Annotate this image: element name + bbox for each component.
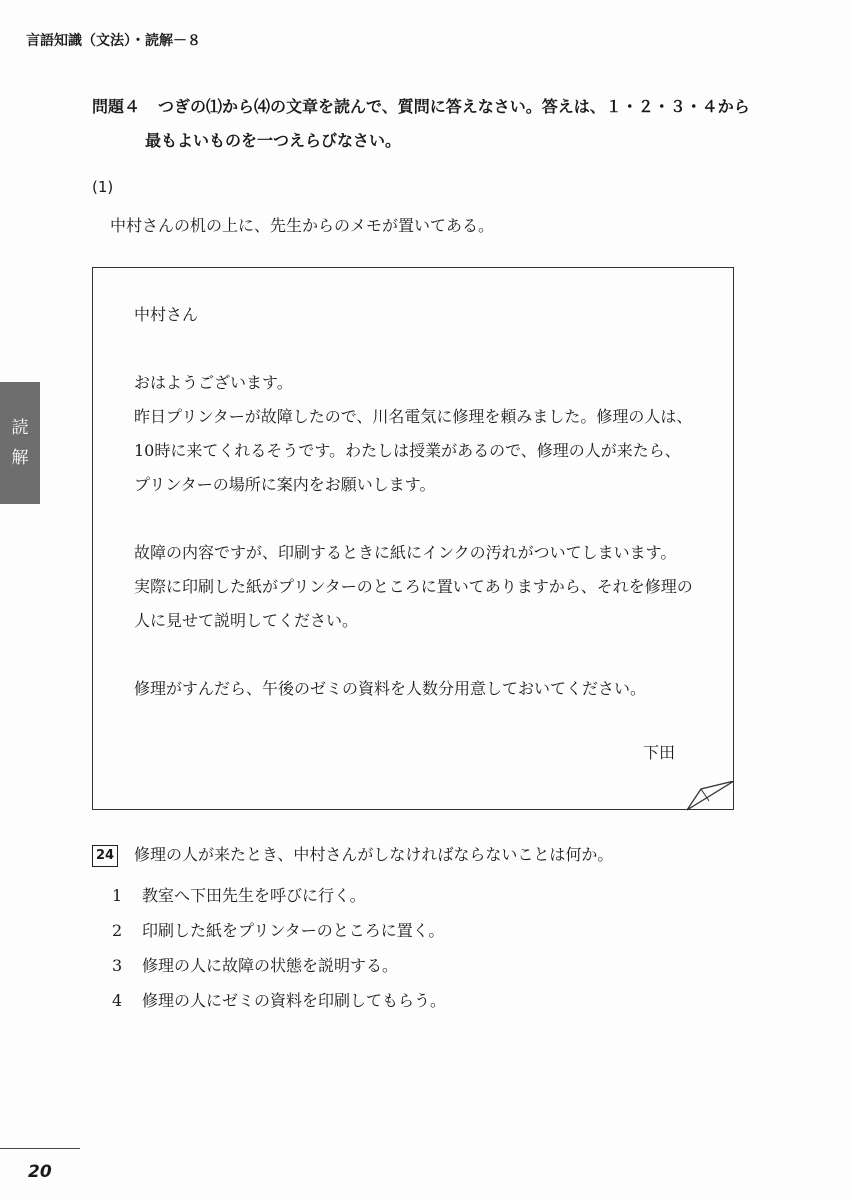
option-number: 2 xyxy=(112,921,123,940)
instruction-line: 最もよいものを一つえらびなさい。 xyxy=(145,131,402,150)
question-text: 修理の人が来たとき、中村さんがしなければならないことは何か。 xyxy=(134,845,614,864)
passage-number: (1) xyxy=(92,178,114,196)
page-header: 言語知識（文法）・読解－８ xyxy=(26,33,201,49)
answer-option[interactable] xyxy=(112,948,446,983)
answer-option[interactable] xyxy=(112,913,446,948)
memo-line: プリンターの場所に案内をお願いします。 xyxy=(134,475,436,494)
answer-option[interactable] xyxy=(112,878,446,913)
option-number: 1 xyxy=(112,886,123,905)
problem-number: 問題４ xyxy=(92,97,141,116)
problem-instruction xyxy=(92,90,750,158)
memo-salutation: 中村さん xyxy=(134,305,199,324)
memo-line: 10時に来てくれるそうです。わたしは授業があるので、修理の人が来たら、 xyxy=(134,441,681,460)
option-number: 3 xyxy=(112,956,123,975)
option-text: 修理の人に故障の状態を説明する。 xyxy=(142,956,399,975)
footer-divider xyxy=(0,1148,80,1149)
option-text: 教室へ下田先生を呼びに行く。 xyxy=(142,886,366,905)
instruction-line: つぎの⑴から⑷の文章を読んで、質問に答えなさい。答えは、１・２・３・４から xyxy=(158,97,750,116)
option-text: 修理の人にゼミの資料を印刷してもらう。 xyxy=(142,991,447,1010)
page-curl-icon xyxy=(687,781,735,811)
memo-line: 修理がすんだら、午後のゼミの資料を人数分用意しておいてください。 xyxy=(134,679,647,698)
memo-line: 故障の内容ですが、印刷するときに紙にインクの汚れがついてしまいます。 xyxy=(134,543,677,562)
memo-line: 実際に印刷した紙がプリンターのところに置いてありますから、それを修理の xyxy=(134,577,693,596)
passage-intro: 中村さんの机の上に、先生からのメモが置いてある。 xyxy=(110,216,495,235)
memo-line: 昨日プリンターが故障したので、川名電気に修理を頼みました。修理の人は、 xyxy=(134,407,693,426)
memo-line: 人に見せて説明してください。 xyxy=(134,611,359,630)
question xyxy=(92,842,613,867)
option-number: 4 xyxy=(112,991,123,1010)
section-tab-char: 読 xyxy=(11,418,29,438)
memo-signature: 下田 xyxy=(642,743,675,762)
memo-box xyxy=(92,267,734,810)
answer-option[interactable] xyxy=(112,983,446,1018)
question-number: 24 xyxy=(92,845,118,867)
option-text: 印刷した紙をプリンターのところに置く。 xyxy=(142,921,445,940)
answer-options xyxy=(112,878,446,1018)
section-tab xyxy=(0,382,40,504)
page-number: 20 xyxy=(28,1162,52,1182)
section-tab-char: 解 xyxy=(11,448,29,468)
memo-body xyxy=(134,298,714,706)
memo-line: おはようございます。 xyxy=(134,373,293,392)
